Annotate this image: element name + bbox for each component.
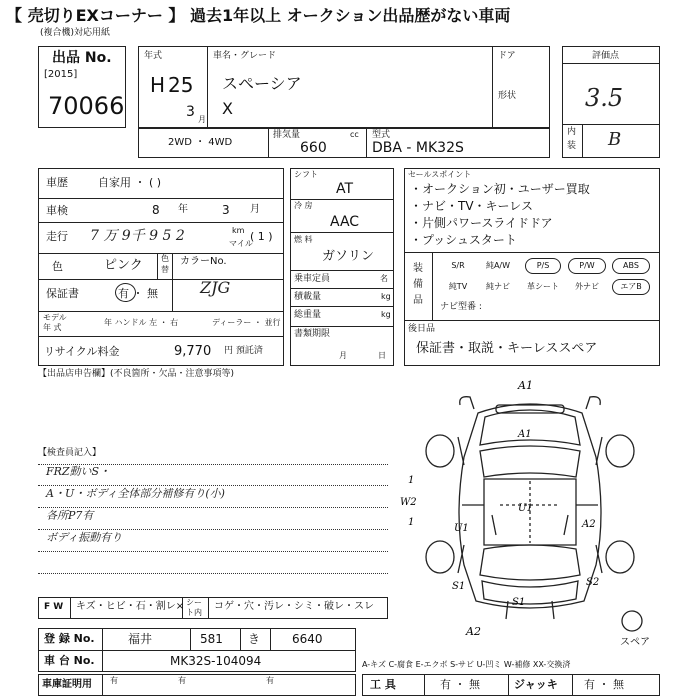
history-value: 自家用 ・ ( ) xyxy=(98,176,162,189)
mark-1-b: 1 xyxy=(408,517,415,528)
color-label: 色 xyxy=(52,260,63,273)
grade: X xyxy=(222,99,233,118)
door-label: ドア xyxy=(498,51,516,61)
equip-leather: 革シート xyxy=(527,282,559,291)
jack-label: ジャッキ xyxy=(514,678,558,691)
defects-title: 【出品店申告欄】(不良箇所・欠品・注意事項等) xyxy=(38,369,235,379)
sales-point-2: ・ナビ・TV・キーレス xyxy=(410,199,533,213)
year-small: [2015] xyxy=(44,69,78,80)
month-value: 3 xyxy=(186,104,195,120)
equip-alloy: 純A/W xyxy=(485,261,511,270)
mark-a2-side: A2 xyxy=(582,519,596,530)
sales-point-4: ・プッシュスタート xyxy=(410,233,517,247)
history-label: 車歴 xyxy=(46,176,68,189)
displacement: 660 xyxy=(300,140,327,156)
registration-place: 福井 xyxy=(128,632,153,646)
era: H xyxy=(150,73,166,97)
year-value: 25 xyxy=(168,73,194,97)
warranty-circle xyxy=(115,283,136,302)
compat-label: (複合機)対応用紙 xyxy=(40,28,111,38)
score-value: 3.5 xyxy=(585,84,624,112)
mark-a1-hood: A1 xyxy=(518,429,532,440)
certificate-label: 車庫証明用 xyxy=(42,679,92,690)
mark-s1-rear: S1 xyxy=(512,597,526,608)
mark-w2: W2 xyxy=(400,497,417,508)
equip-sr: S/R xyxy=(451,261,465,270)
inspector-label: 【検査員記入】 xyxy=(38,448,102,458)
seat-items: コゲ・穴・汚レ・シミ・破レ・スレ xyxy=(214,601,374,612)
tools-label: 工 具 xyxy=(370,678,396,691)
inspector-line-2: A・U・ボディ全体部分補修有り(小) xyxy=(46,487,225,500)
registration-label: 登 録 No. xyxy=(44,632,95,645)
mark-1-a: 1 xyxy=(408,475,415,486)
equip-ps: P/S xyxy=(525,258,561,274)
mileage-value: 7 万 9千 9 5 2 xyxy=(90,228,185,244)
mark-a1-front: A1 xyxy=(518,379,533,392)
equip-pw: P/W xyxy=(568,258,606,274)
model-label: 車名・グレード xyxy=(213,51,277,61)
inspection-month: 3 xyxy=(222,203,230,217)
inspector-line-3: 各所P7有 xyxy=(46,509,94,522)
dealer-value: ディーラー ・ 並行 xyxy=(212,318,281,327)
interior-score: B xyxy=(608,129,622,150)
chassis-value: MK32S-104094 xyxy=(170,654,262,668)
registration-num1: 581 xyxy=(200,632,223,646)
recycle-value: 9,770 xyxy=(174,344,212,359)
inspection-year: 8 xyxy=(152,203,160,217)
warranty-value: 有 ・ 無 xyxy=(118,287,158,300)
header-banner: 【 売切りEXコーナー 】 過去1年以上 オークション出品歴がない車両 xyxy=(6,6,511,25)
sales-point-1: ・オークション初・ユーザー買取 xyxy=(410,182,590,196)
mark-s2-right: S2 xyxy=(586,577,600,588)
sales-point-3: ・片側パワースライドドア xyxy=(410,216,553,230)
car-damage-diagram xyxy=(400,375,660,635)
fw-items: キズ・ヒビ・石・割レ× xyxy=(76,601,185,612)
mileage-label: 走行 xyxy=(46,230,68,243)
year-label: 年式 xyxy=(144,51,163,61)
color-no-value: ZJG xyxy=(200,278,231,297)
jack-value: 有 ・ 無 xyxy=(584,678,624,691)
equip-ext-navi: 外ナビ xyxy=(575,282,599,291)
mark-u1-side: U1 xyxy=(454,523,469,534)
post-value: 保証書・取説・キーレススペア xyxy=(416,341,598,356)
color-no-label: カラーNo. xyxy=(180,256,227,267)
exhibit-number: 70066 xyxy=(48,92,125,120)
shape-label: 形状 xyxy=(498,91,517,101)
recycle-label: リサイクル料金 xyxy=(44,345,120,358)
sales-points-label: セールスポイント xyxy=(408,170,472,179)
mark-s1-left: S1 xyxy=(452,581,466,592)
equip-abs: ABS xyxy=(612,258,650,274)
navi-model-label: ナビ型番 : xyxy=(440,302,482,312)
inspection-label: 車検 xyxy=(46,204,68,217)
inspector-line-4: ボディ振動有り xyxy=(46,531,123,544)
fuel-value: ガソリン xyxy=(322,249,375,264)
chassis-label: 車 台 No. xyxy=(44,654,95,667)
ac-value: AAC xyxy=(330,214,360,230)
model-type: DBA - MK32S xyxy=(372,140,464,156)
spare-label: スペア xyxy=(620,637,650,648)
equip-airbag: エアB xyxy=(612,279,650,295)
equip-navi: 純ナビ xyxy=(486,282,510,291)
model-name: スペーシア xyxy=(222,74,302,93)
shift-value: AT xyxy=(336,181,354,197)
tools-value: 有 ・ 無 xyxy=(440,678,480,691)
mark-a2-rear: A2 xyxy=(466,625,481,635)
drive-type: 2WD ・ 4WD xyxy=(168,137,233,148)
post-label: 後日品 xyxy=(408,324,436,334)
damage-legend: A-キズ C-腐食 E-エクボ S-サビ U-凹ミ W-補修 XX-交換済 xyxy=(362,660,571,669)
warranty-label: 保証書 xyxy=(46,287,79,300)
mark-u1-roof: U1 xyxy=(518,503,533,514)
inspector-line-1: FRZ動いS・ xyxy=(46,465,111,478)
registration-kana: き xyxy=(248,632,261,646)
score-label: 評価点 xyxy=(592,51,620,61)
equip-tv: 純TV xyxy=(448,282,468,291)
registration-num2: 6640 xyxy=(292,632,323,646)
model-year-value: 年 ハンドル 左 ・ 右 xyxy=(104,318,179,327)
exhibit-no-label: 出品 No. xyxy=(52,50,112,66)
color-value: ピンク xyxy=(104,258,143,273)
